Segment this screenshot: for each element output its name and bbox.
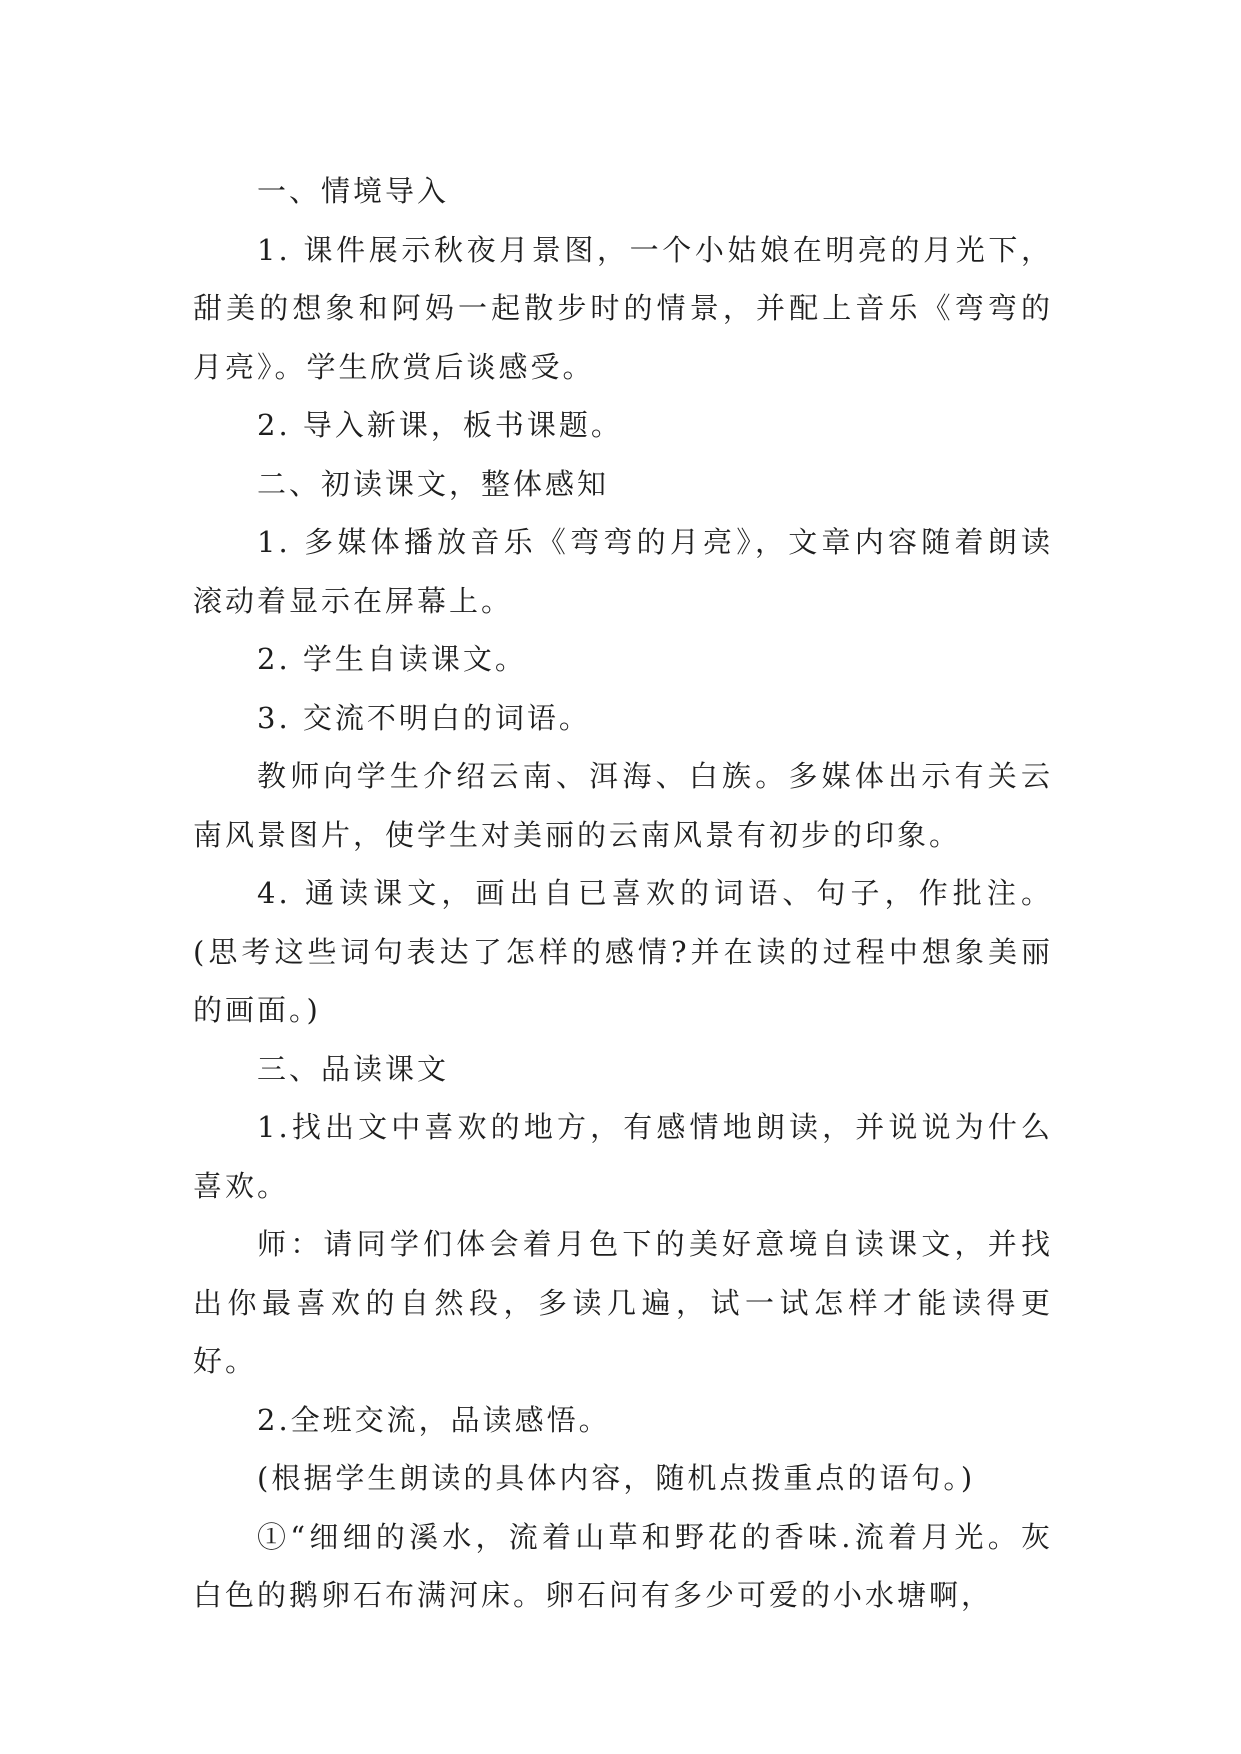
paragraph: 1. 多媒体播放音乐《弯弯的月亮》，文章内容随着朗读滚动着显示在屏幕上。 [193, 525, 1053, 618]
paragraph: ①“细细的溪水，流着山草和野花的香味.流着月光。灰白色的鹅卵石布满河床。卵石问有多少可爱的小水塘啊， [193, 1519, 1053, 1612]
paragraph: 1.找出文中喜欢的地方，有感情地朗读，并说说为什么喜欢。 [193, 1110, 1053, 1203]
section-heading-situation-intro: 一、情境导入 [257, 174, 450, 208]
section-heading-first-reading: 二、初读课文，整体感知 [257, 466, 610, 501]
paragraph: 教师向学生介绍云南、洱海、白族。多媒体出示有关云南风景图片，使学生对美丽的云南风景有初步的印象。 [193, 759, 1053, 852]
paragraph: 师：请同学们体会着月色下的美好意境自读课文，并找出你最喜欢的自然段，多读几遍，试一试怎样才能读得更好。 [193, 1227, 1053, 1378]
paragraph: 2. 学生自读课文。 [257, 642, 527, 676]
paragraph: (根据学生朗读的具体内容，随机点拨重点的语句。) [257, 1461, 976, 1495]
paragraph: 2. 导入新课，板书课题。 [257, 408, 623, 442]
body-text [193, 162, 1053, 1625]
paragraph: 2.全班交流，品读感悟。 [257, 1402, 611, 1437]
paragraph: 3. 交流不明白的词语。 [257, 700, 591, 735]
section-heading-close-reading: 三、品读课文 [257, 1051, 450, 1086]
paragraph: 1. 课件展示秋夜月景图，一个小姑娘在明亮的月光下，甜美的想象和阿妈一起散步时的情景，并配上音乐《弯弯的月亮》。学生欣赏后谈感受。 [193, 232, 1053, 384]
paragraph: 4. 通读课文，画出自已喜欢的词语、句子，作批注。(思考这些词句表达了怎样的感情?并在读的过程中想象美丽的画面。) [193, 876, 1053, 1027]
